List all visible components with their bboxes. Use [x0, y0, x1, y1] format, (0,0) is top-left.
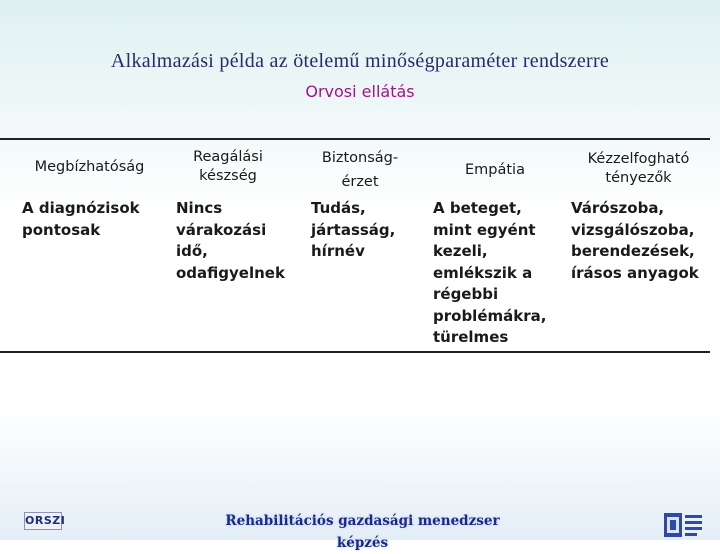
header-biztonsag-erzet: Biztonság- érzet	[321, 150, 399, 190]
header-empatia: Empátia	[465, 162, 525, 178]
footer-text: Rehabilitációs gazdasági menedzser képzés	[225, 513, 500, 551]
cell-empatia: A beteget, mint egyént kezeli, emlékszik a régebbi problémákra, türelmes	[433, 199, 547, 346]
slide-subtitle: Orvosi ellátás	[305, 82, 415, 101]
cell-reagalasi-keszseg: Nincs várakozási idő, odafigyelnek	[176, 199, 285, 282]
header-reagalasi-keszseg: Reagálási készség	[193, 149, 263, 184]
institution-logo-icon	[664, 513, 704, 537]
header-megbizhatosag: Megbízhatóság	[34, 159, 145, 175]
slide-title: Alkalmazási példa az ötelemű minőségparaméter rendszerre	[110, 50, 610, 72]
table-top-rule	[0, 138, 710, 140]
cell-kezzelfoghato-tenyezok: Várószoba, vizsgálószoba, berendezések, írásos anyagok	[571, 199, 699, 282]
cell-biztonsag-erzet: Tudás, jártasság, hírnév	[311, 199, 396, 260]
header-kezzelfoghato-tenyezok: Kézzelfogható tényezők	[587, 151, 690, 186]
table-bottom-rule	[0, 351, 710, 353]
cell-megbizhatosag: A diagnózisok pontosak	[22, 199, 140, 239]
orszi-logo: ORSZI	[24, 512, 62, 530]
